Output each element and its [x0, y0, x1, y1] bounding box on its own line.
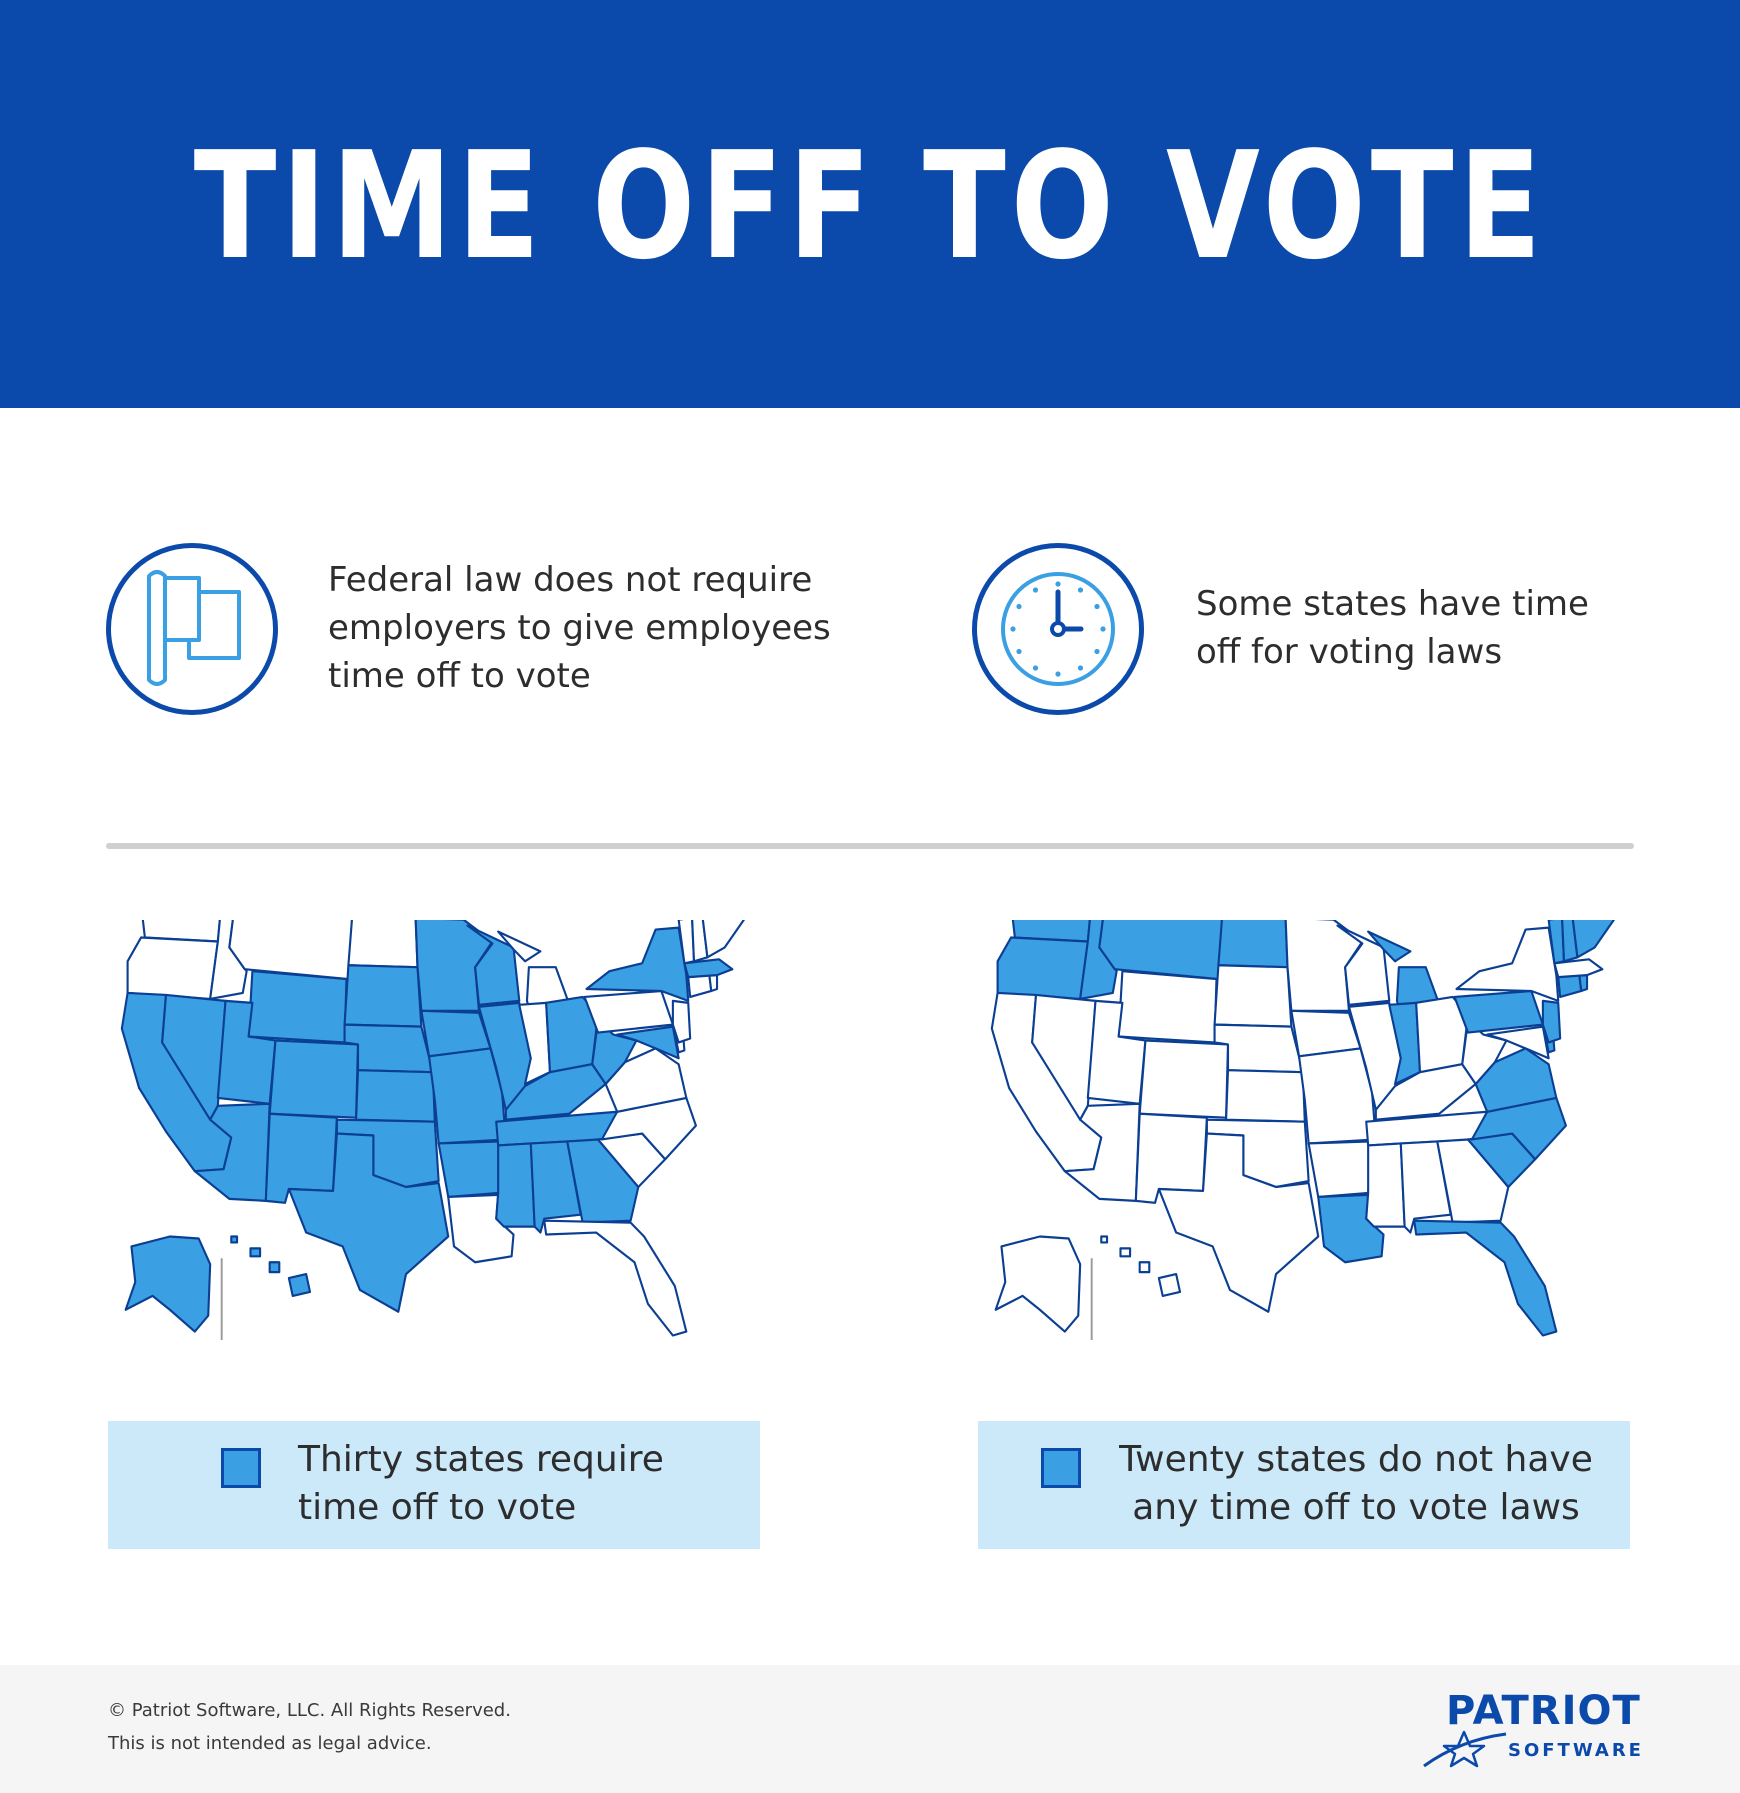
info-text-federal: Federal law does not require employers to give employees time off to vote — [328, 560, 831, 696]
state-ri — [1579, 975, 1587, 991]
clock-icon — [977, 548, 1139, 710]
state-or — [998, 938, 1088, 999]
state-ne — [1215, 1025, 1303, 1073]
header-banner — [0, 0, 1740, 408]
legend-text: Thirty states require time off to vote — [298, 1439, 664, 1528]
state-ny — [586, 928, 688, 1001]
state-wy — [1119, 971, 1217, 1042]
state-ri — [709, 975, 717, 991]
state-nd — [348, 920, 417, 967]
state-co — [1140, 1040, 1228, 1117]
state-me — [702, 920, 744, 957]
legend-swatch — [221, 1448, 261, 1488]
state-ct — [688, 975, 711, 997]
state-pa — [1455, 991, 1543, 1033]
state-fl — [1414, 1221, 1556, 1336]
section-divider — [106, 843, 1634, 849]
state-ks — [1226, 1070, 1305, 1121]
state-fl — [544, 1221, 686, 1336]
legend-swatch — [1041, 1448, 1081, 1488]
page-title: TIME OFF TO VOTE — [193, 120, 1547, 292]
state-ks — [356, 1070, 435, 1121]
us-map-no-laws — [988, 920, 1628, 1340]
copyright-text: © Patriot Software, LLC. All Rights Reserved. — [108, 1700, 511, 1721]
state-nd — [1218, 920, 1287, 967]
legend-text: Twenty states do not have any time off to vote laws — [1119, 1439, 1593, 1528]
disclaimer-text: This is not intended as legal advice. — [108, 1733, 432, 1754]
flag-icon-circle — [106, 543, 278, 715]
info-text-states: Some states have time off for voting laws — [1196, 584, 1589, 672]
state-wy — [249, 971, 347, 1042]
state-ct — [1558, 975, 1581, 997]
state-ms — [1366, 1143, 1404, 1226]
state-ak — [996, 1237, 1080, 1332]
clock-icon-circle — [972, 543, 1144, 715]
state-sd — [345, 965, 422, 1026]
state-hi — [1101, 1237, 1180, 1296]
state-pa — [585, 991, 673, 1033]
state-ny — [1456, 928, 1558, 1001]
state-mt — [1099, 920, 1222, 979]
state-co — [270, 1040, 358, 1117]
state-ar — [1309, 1141, 1372, 1196]
state-sd — [1215, 965, 1292, 1026]
state-hi — [231, 1237, 310, 1296]
state-ne — [345, 1025, 433, 1073]
legend-no-laws — [978, 1421, 1630, 1549]
us-map-require-time-off — [118, 920, 758, 1340]
state-ak — [126, 1237, 210, 1332]
state-ms — [496, 1143, 534, 1226]
flag-icon — [111, 548, 273, 710]
logo-wordmark: PATRIOT — [1446, 1688, 1641, 1734]
logo-subtitle: SOFTWARE — [1508, 1740, 1644, 1761]
state-me — [1572, 920, 1614, 957]
state-or — [128, 938, 218, 999]
state-mt — [229, 920, 352, 979]
star-swoosh-icon — [1420, 1726, 1510, 1770]
legend-require — [108, 1421, 760, 1549]
state-ar — [439, 1141, 502, 1196]
